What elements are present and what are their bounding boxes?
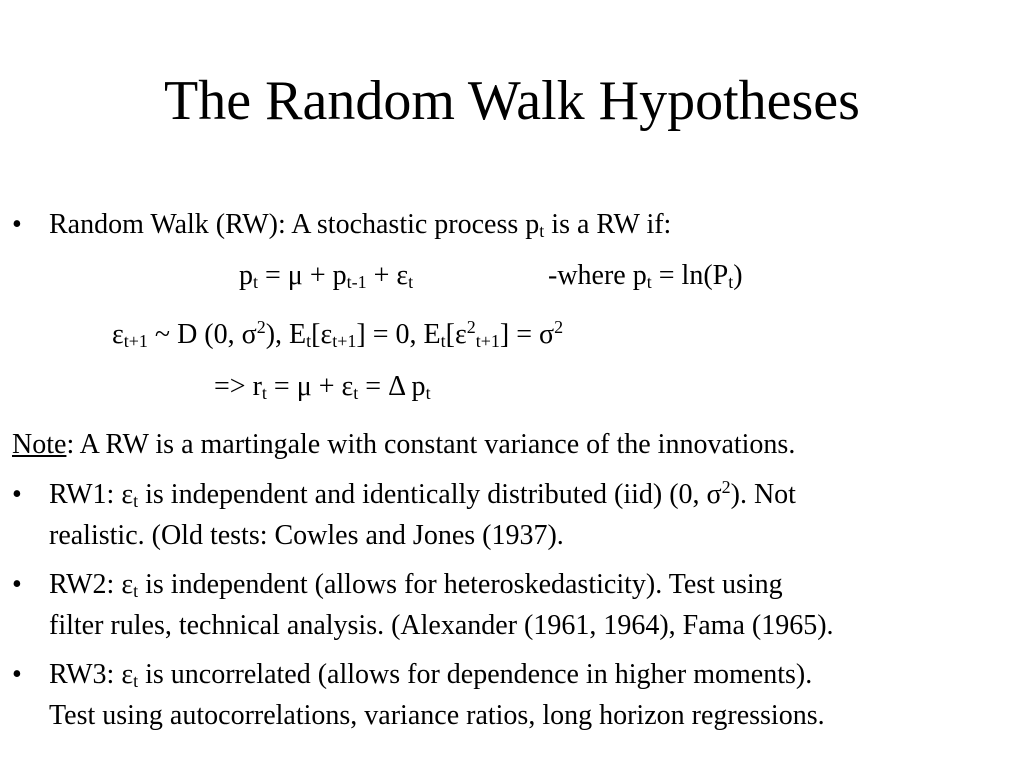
rw-definition-line: Random Walk (RW): A stochastic process $p_t$ is a RW if: xyxy=(49,209,672,241)
rw3-line-1: RW3: $\varepsilon_t$ is uncorrelated (allows for dependence in higher moments). xyxy=(49,659,813,691)
bullet-marker: • xyxy=(12,209,22,240)
rw2-line-1: RW2: $\varepsilon_t$ is independent (allows for heteroskedasticity). Test using xyxy=(49,569,783,601)
note-label: Note xyxy=(12,429,67,460)
rw1-line-1: RW1: $\varepsilon_t$ is independent and identically distributed (iid) (0, $\sigma^2$). Not xyxy=(49,477,796,511)
slide-title: The Random Walk Hypotheses xyxy=(164,70,860,132)
bullet-marker: • xyxy=(12,659,22,690)
bullet-marker: • xyxy=(12,569,22,600)
rw1-line-2: realistic. (Old tests: Cowles and Jones (1937). xyxy=(49,520,564,551)
note-line: Note: A RW is a martingale with constant variance of the innovations. xyxy=(12,429,796,460)
equation-innovations: $\varepsilon_{t+1}$ ~ D (0, $\sigma^2$), $E_t[\varepsilon_{t+1}] = 0$, $E_t[\varepsilon^2_{t+1}] = \sigma^2$ xyxy=(112,317,564,351)
bullet-marker: • xyxy=(12,479,22,510)
equation-returns: => $r_t = \mu + \varepsilon_t = \Delta$ $p_t$ xyxy=(214,371,431,403)
rw3-line-2: Test using autocorrelations, variance ratios, long horizon regressions. xyxy=(49,700,825,731)
equation-where: -where $p_t = \ln(P_t)$ xyxy=(548,260,743,292)
rw2-line-2: filter rules, technical analysis. (Alexander (1961, 1964), Fama (1965). xyxy=(49,610,834,641)
equation-rw: $p_t = \mu + p_{t-1} + \varepsilon_t$ xyxy=(239,260,414,292)
